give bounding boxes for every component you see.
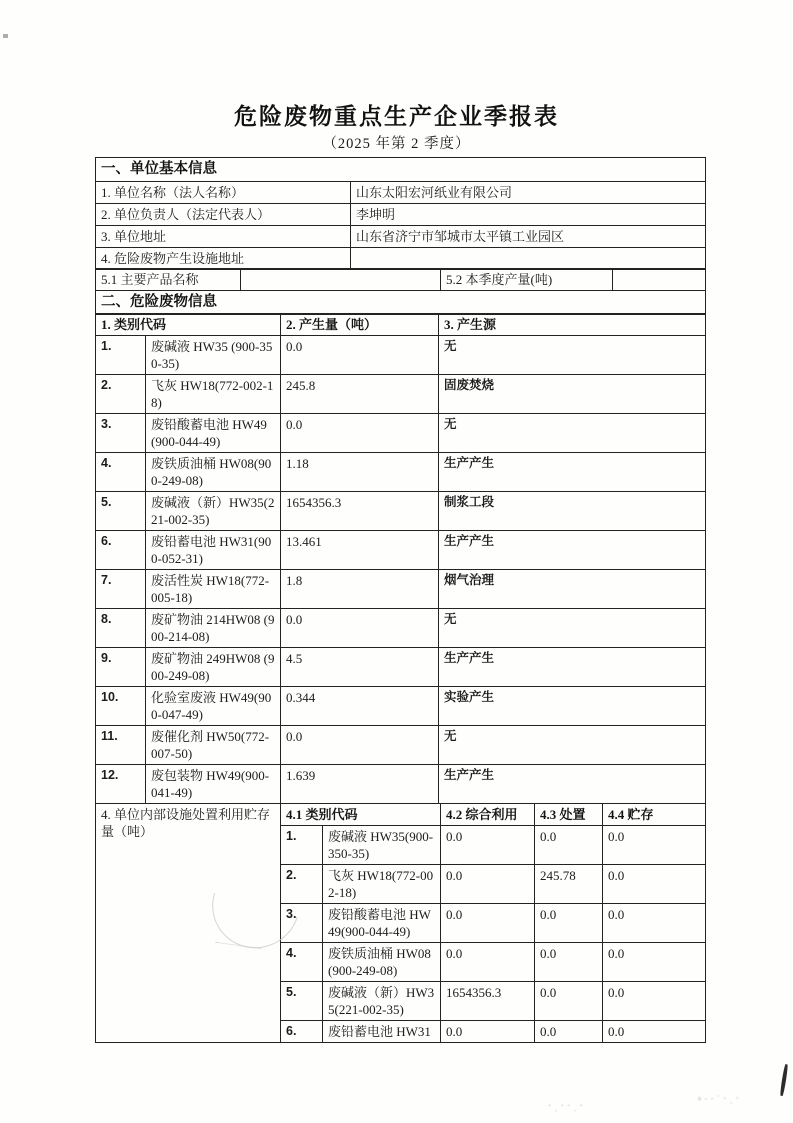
waste-row [96,531,706,570]
unit-address-value: 山东省济宁市邹城市太平镇工业园区 [351,225,706,247]
facility-address-value [351,247,706,269]
section1-header: 一、单位基本信息 [96,157,706,181]
waste-qty-cell: 0.0 [281,336,439,375]
row-number-cell: 6. [96,531,146,570]
waste-row [96,648,706,687]
row-number-cell: 2. [281,864,323,903]
waste-header-row [96,314,706,336]
unit-name-value: 山东太阳宏河纸业有限公司 [351,181,706,203]
product-name-value [241,269,441,291]
facility-store-cell: 0.0 [603,903,706,942]
waste-name-cell: 废矿物油 214HW08 (900-214-08) [146,609,281,648]
unit-head-label: 2. 单位负责人（法定代表人） [96,203,351,225]
waste-name-cell: 废铅酸蓄电池 HW49(900-044-49) [146,414,281,453]
row-number-cell: 1. [96,336,146,375]
facility-waste-name-cell: 废碱液 HW35(900-350-35) [323,825,441,864]
row-number-cell: 4. [281,942,323,981]
facility-use-cell: 0.0 [441,942,535,981]
waste-source-cell: 固废焚烧 [439,375,706,414]
row-number-cell: 8. [96,609,146,648]
waste-qty-cell: 4.5 [281,648,439,687]
scan-smudge: ⁿ··ˈ·ˌ· [697,1093,743,1106]
quarter-output-label: 5.2 本季度产量(吨) [441,269,613,291]
facility-store-cell: 0.0 [603,942,706,981]
facility-waste-name-cell: 废铅蓄电池 HW31 [323,1020,441,1042]
waste-source-cell: 实验产生 [439,687,706,726]
waste-row [96,570,706,609]
waste-row [96,492,706,531]
waste-qty-cell: 0.0 [281,726,439,765]
product-name-label: 5.1 主要产品名称 [96,269,241,291]
waste-table [95,313,706,804]
basic-info-table [95,157,706,270]
waste-name-cell: 飞灰 HW18(772-002-18) [146,375,281,414]
row-number-cell: 7. [96,570,146,609]
table-row [96,247,706,269]
row-number-cell: 12. [96,765,146,804]
waste-row [96,765,706,804]
waste-row [96,609,706,648]
col-header-42-use: 4.2 综合利用 [441,803,535,825]
facility-waste-name-cell: 飞灰 HW18(772-002-18) [323,864,441,903]
table-row [96,225,706,247]
section2-header-row [96,290,706,314]
facility-use-cell: 1654356.3 [441,981,535,1020]
scan-dot-artifact [3,34,8,38]
waste-source-cell: 生产产生 [439,765,706,804]
pen-stroke-artifact [780,1064,788,1096]
facility-section-label: 4. 单位内部设施处置利用贮存量（吨） [96,803,281,1042]
col-header-source: 3. 产生源 [439,314,706,336]
facility-dispose-cell: 0.0 [535,942,603,981]
facility-use-cell: 0.0 [441,903,535,942]
row-number-cell: 4. [96,453,146,492]
waste-qty-cell: 1.8 [281,570,439,609]
row-number-cell: 11. [96,726,146,765]
product-row-table [95,268,706,291]
section2-header-table [95,290,706,315]
unit-name-label: 1. 单位名称（法人名称） [96,181,351,203]
facility-use-cell: 0.0 [441,864,535,903]
facility-dispose-cell: 245.78 [535,864,603,903]
waste-source-cell: 烟气治理 [439,570,706,609]
section1-header-row [96,157,706,181]
waste-source-cell: 生产产生 [439,531,706,570]
waste-row [96,453,706,492]
waste-source-cell: 生产产生 [439,453,706,492]
waste-name-cell: 废铁质油桶 HW08(900-249-08) [146,453,281,492]
table-row [96,203,706,225]
col-header-qty: 2. 产生量（吨） [281,314,439,336]
scan-smudge: ·ˌ··ˌ· [548,1101,586,1112]
waste-name-cell: 废包装物 HW49(900-041-49) [146,765,281,804]
waste-source-cell: 生产产生 [439,648,706,687]
row-number-cell: 3. [96,414,146,453]
waste-qty-cell: 1654356.3 [281,492,439,531]
facility-dispose-cell: 0.0 [535,825,603,864]
waste-source-cell: 无 [439,726,706,765]
waste-name-cell: 废活性炭 HW18(772-005-18) [146,570,281,609]
col-header-41-code: 4.1 类别代码 [281,803,441,825]
waste-name-cell: 废碱液 HW35 (900-350-35) [146,336,281,375]
waste-qty-cell: 0.0 [281,414,439,453]
facility-header-row [96,803,706,825]
facility-store-cell: 0.0 [603,825,706,864]
section2-header: 二、危险废物信息 [96,290,706,314]
waste-row [96,414,706,453]
row-number-cell: 5. [281,981,323,1020]
row-number-cell: 1. [281,825,323,864]
waste-qty-cell: 1.639 [281,765,439,804]
waste-row [96,336,706,375]
facility-address-label: 4. 危险废物产生设施地址 [96,247,351,269]
waste-name-cell: 废碱液（新）HW35(221-002-35) [146,492,281,531]
unit-head-value: 李坤明 [351,203,706,225]
table-row [96,181,706,203]
waste-qty-cell: 0.0 [281,609,439,648]
waste-row [96,687,706,726]
row-number-cell: 3. [281,903,323,942]
waste-name-cell: 废催化剂 HW50(772-007-50) [146,726,281,765]
waste-source-cell: 无 [439,414,706,453]
waste-source-cell: 无 [439,609,706,648]
facility-dispose-cell: 0.0 [535,981,603,1020]
waste-qty-cell: 245.8 [281,375,439,414]
col-header-44-store: 4.4 贮存 [603,803,706,825]
internal-facility-table [95,803,706,1043]
waste-name-cell: 废铅蓄电池 HW31(900-052-31) [146,531,281,570]
waste-name-cell: 化验室废液 HW49(900-047-49) [146,687,281,726]
facility-store-cell: 0.0 [603,1020,706,1042]
facility-store-cell: 0.0 [603,981,706,1020]
row-number-cell: 2. [96,375,146,414]
facility-waste-name-cell: 废铁质油桶 HW08 (900-249-08) [323,942,441,981]
waste-source-cell: 无 [439,336,706,375]
facility-dispose-cell: 0.0 [535,1020,603,1042]
waste-name-cell: 废矿物油 249HW08 (900-249-08) [146,648,281,687]
col-header-43-dispose: 4.3 处置 [535,803,603,825]
col-header-code: 1. 类别代码 [96,314,281,336]
quarter-output-value [613,269,706,291]
waste-qty-cell: 0.344 [281,687,439,726]
waste-qty-cell: 1.18 [281,453,439,492]
row-number-cell: 6. [281,1020,323,1042]
waste-row [96,726,706,765]
waste-qty-cell: 13.461 [281,531,439,570]
facility-waste-name-cell: 废铅酸蓄电池 HW49(900-044-49) [323,903,441,942]
facility-store-cell: 0.0 [603,864,706,903]
table-row [96,269,706,291]
row-number-cell: 10. [96,687,146,726]
page-title: 危险废物重点生产企业季报表 [234,103,559,129]
facility-use-cell: 0.0 [441,1020,535,1042]
facility-waste-name-cell: 废碱液（新）HW35(221-002-35) [323,981,441,1020]
report-form [95,158,705,1043]
row-number-cell: 9. [96,648,146,687]
unit-address-label: 3. 单位地址 [96,225,351,247]
facility-dispose-cell: 0.0 [535,903,603,942]
waste-source-cell: 制浆工段 [439,492,706,531]
facility-use-cell: 0.0 [441,825,535,864]
row-number-cell: 5. [96,492,146,531]
page-subtitle: （2025 年第 2 季度） [322,136,471,152]
waste-row [96,375,706,414]
